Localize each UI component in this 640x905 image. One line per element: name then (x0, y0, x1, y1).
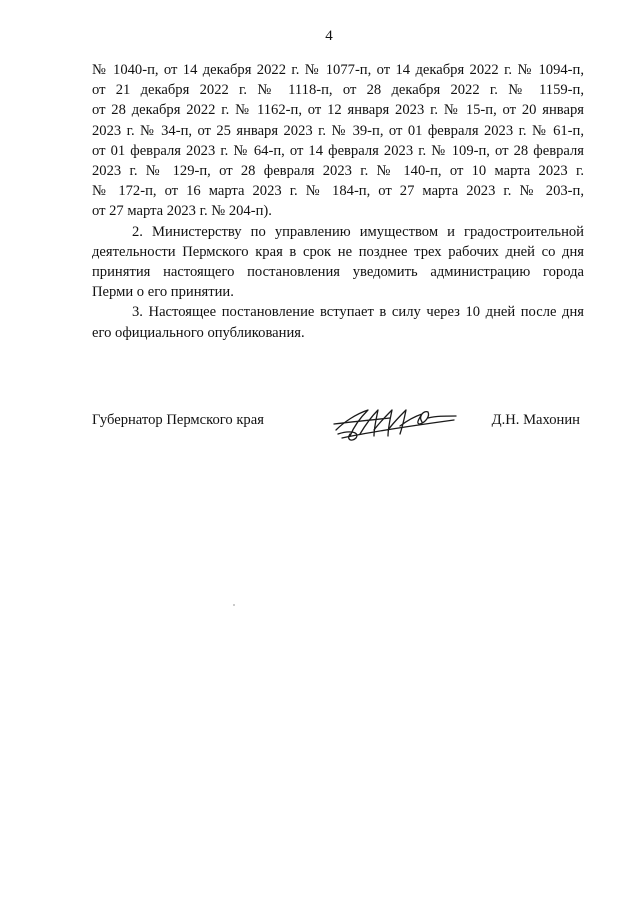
scan-speck (233, 604, 235, 606)
text-line: деятельности Пермского края в срок не позднее трех рабочих дней со дня (92, 243, 584, 260)
text-line: принятия настоящего постановления уведомить администрацию города (92, 264, 584, 281)
text-line: 2023 г. № 129-п, от 28 февраля 2023 г. № 140-п, от 10 марта 2023 г. (92, 163, 584, 180)
signature-block (92, 400, 584, 450)
paragraph-continuation (92, 60, 584, 222)
text-line: № 172-п, от 16 марта 2023 г. № 184-п, от 27 марта 2023 г. № 203-п, (92, 183, 584, 200)
text-line: 3. Настоящее постановление вступает в силу через 10 дней после дня (132, 304, 584, 321)
text-line: от 28 декабря 2022 г. № 1162-п, от 12 января 2023 г. № 15-п, от 20 января (92, 102, 584, 119)
text-line: от 27 марта 2023 г. № 204-п). (92, 203, 272, 220)
signatory-name: Д.Н. Махонин (491, 412, 580, 428)
text-line: от 21 декабря 2022 г. № 1118-п, от 28 декабря 2022 г. № 1159-п, (92, 82, 584, 99)
text-line: 2023 г. № 34-п, от 25 января 2023 г. № 39-п, от 01 февраля 2023 г. № 61-п, (92, 122, 584, 139)
text-line: его официального опубликования. (92, 324, 305, 341)
text-line: от 01 февраля 2023 г. № 64-п, от 14 февраля 2023 г. № 109-п, от 28 февраля (92, 142, 584, 159)
paragraph-item-3 (92, 302, 584, 342)
handwritten-signature (330, 400, 460, 444)
document-body (92, 60, 584, 343)
text-line: Перми о его принятии. (92, 284, 234, 301)
text-line: 2. Министерству по управлению имуществом и градостроительной (132, 223, 584, 240)
text-line: № 1040-п, от 14 декабря 2022 г. № 1077-п, от 14 декабря 2022 г. № 1094-п, (92, 62, 584, 78)
page-number: 4 (325, 28, 333, 44)
paragraph-item-2 (92, 222, 584, 303)
signatory-title: Губернатор Пермского края (92, 412, 264, 428)
